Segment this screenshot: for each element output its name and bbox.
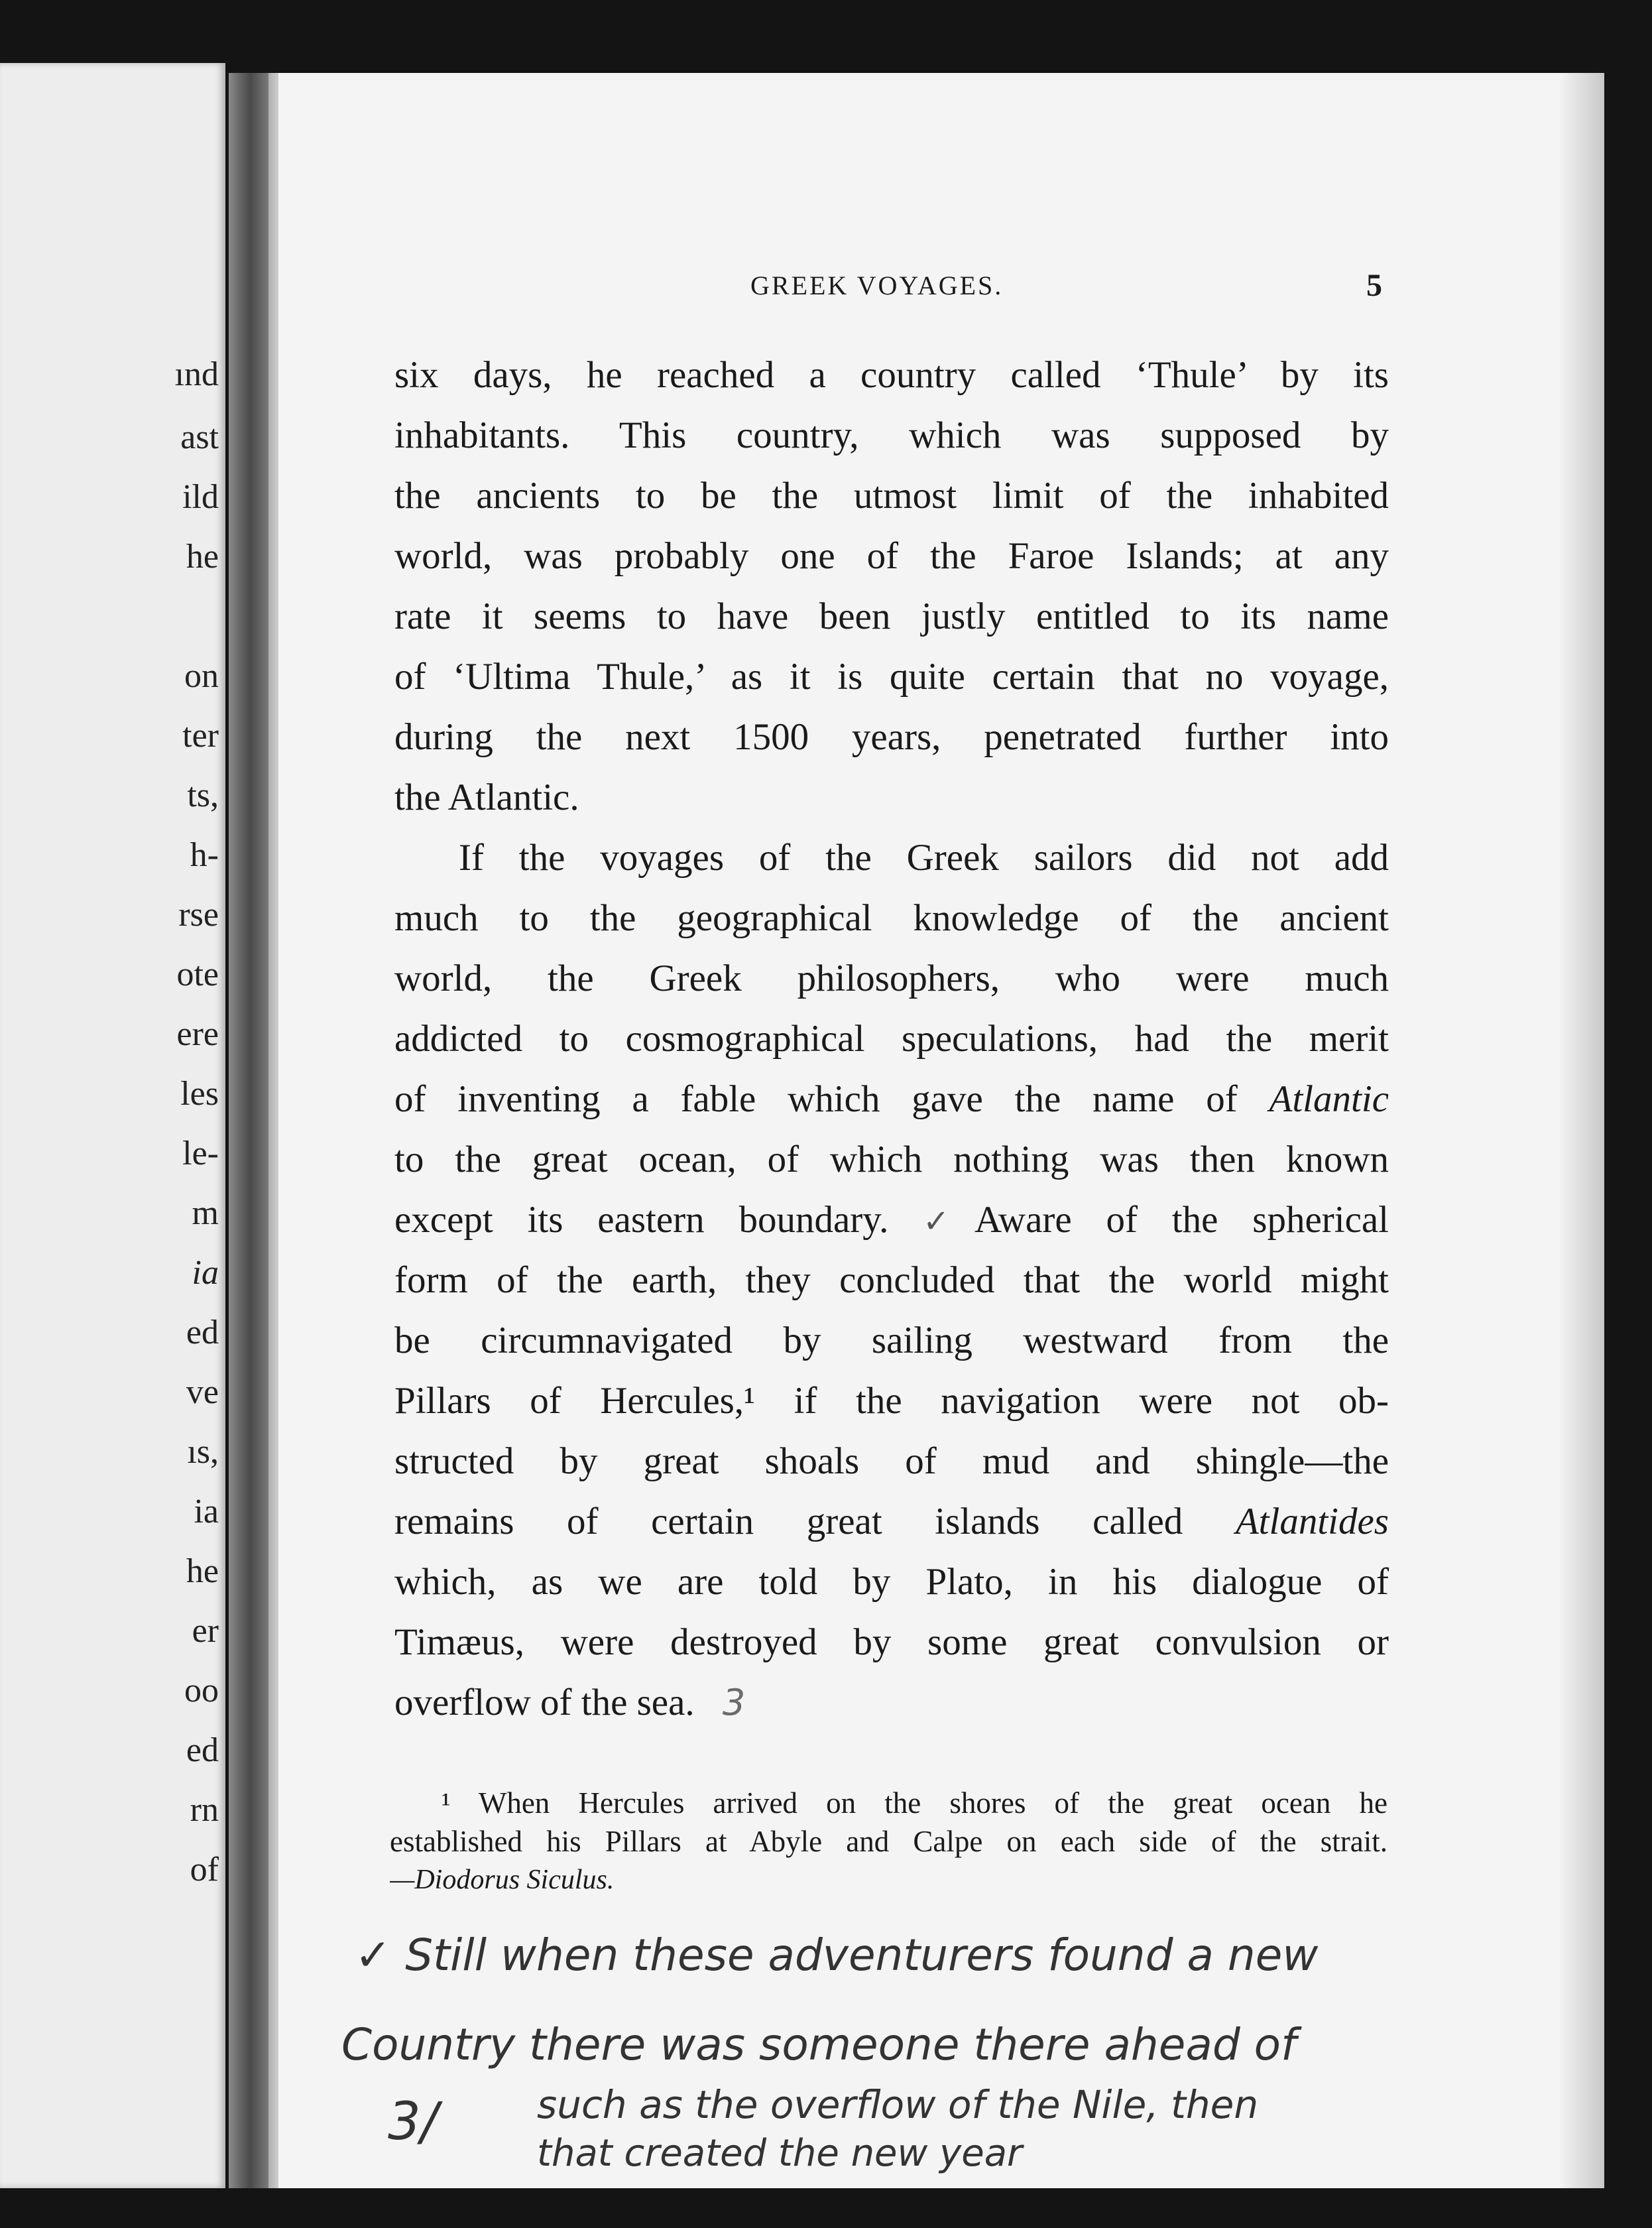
handwriting-line: Country there was someone there ahead of (341, 2019, 1297, 2070)
left-fragment: ild (182, 478, 219, 516)
text-line (394, 1672, 1389, 1733)
handwriting-margin-number: 3/ (388, 2092, 438, 2152)
left-fragment: he (186, 1552, 219, 1590)
handwriting-line: such as the overflow of the Nile, then (537, 2082, 1259, 2127)
left-fragment: ed (186, 1731, 219, 1769)
handwriting-line: that created the new year (537, 2132, 1023, 2175)
left-fragment: ia (194, 1493, 219, 1530)
book-page (278, 73, 1604, 2188)
text-line: be circumnavigated by sailing westward from the (394, 1320, 1389, 1361)
text-span: except its eastern boundary. (394, 1199, 889, 1241)
italic-term: Atlantic (1269, 1078, 1389, 1120)
left-fragment: m (192, 1194, 219, 1232)
left-fragment: h- (190, 836, 219, 874)
text-line: of ‘Ultima Thule,’ as it is quite certain that no voyage, (394, 656, 1389, 698)
left-fragment: ts, (187, 776, 219, 814)
text-line: to the great ocean, of which nothing was then known (394, 1139, 1389, 1180)
text-line: six days, he reached a country called ‘Thule’ by its (394, 354, 1389, 396)
text-line (394, 1491, 1389, 1552)
left-fragment: he (186, 538, 219, 576)
text-span: Aware of the spherical (974, 1199, 1389, 1241)
left-fragment: oo (184, 1672, 219, 1709)
text-line: the ancients to be the utmost limit of the inhabited (394, 475, 1389, 517)
handwriting-line: ✓ Still when these adventurers found a new (355, 1930, 1319, 1981)
text-line (394, 1190, 1389, 1250)
left-fragment: er (192, 1612, 219, 1650)
text-line: structed by great shoals of mud and shingle—the (394, 1440, 1389, 1482)
left-page (0, 63, 225, 2188)
text-line: world, was probably one of the Faroe Islands; at any (394, 535, 1389, 577)
left-fragment: on (184, 657, 219, 695)
text-line: Timæus, were destroyed by some great convulsion or (394, 1621, 1389, 1663)
text-line: during the next 1500 years, penetrated further into (394, 716, 1389, 758)
text-line: much to the geographical knowledge of the ancient (394, 897, 1389, 939)
left-fragment: ınd (174, 355, 219, 393)
left-fragment: les (180, 1075, 219, 1113)
running-head (278, 263, 1604, 309)
running-title: GREEK VOYAGES. (750, 271, 1004, 300)
page-number: 5 (1366, 268, 1382, 303)
text-line: which, as we are told by Plato, in his dialogue of (394, 1561, 1389, 1603)
handwritten-check-mark: ✓ (923, 1203, 974, 1240)
left-fragment: ter (182, 717, 219, 755)
italic-term: Atlantides (1235, 1501, 1389, 1542)
text-line: addicted to cosmographical speculations, had the merit (394, 1018, 1389, 1060)
text-line (394, 1069, 1389, 1129)
left-fragment: ıs, (187, 1433, 219, 1471)
text-line: Pillars of Hercules,¹ if the navigation were not ob- (394, 1380, 1389, 1422)
left-fragment: ia (192, 1254, 219, 1292)
text-line: form of the earth, they concluded that the world might (394, 1259, 1389, 1301)
left-fragment: rn (190, 1791, 219, 1829)
text-span: remains of certain great islands called (394, 1501, 1183, 1542)
left-fragment: rse (178, 896, 219, 934)
footnote (390, 1784, 1387, 1899)
text-line: rate it seems to have been justly entitled to its name (394, 595, 1389, 637)
left-fragment: of (190, 1851, 219, 1888)
left-fragment: ed (186, 1314, 219, 1351)
text-line: world, the Greek philosophers, who were much (394, 958, 1389, 999)
text-span: of inventing a fable which gave the name of (394, 1078, 1238, 1120)
text-line: the Atlantic. (394, 776, 579, 818)
footnote-line: ¹ When Hercules arrived on the shores of the great ocean he (442, 1786, 1387, 1820)
left-fragment: ve (186, 1373, 219, 1411)
book-gutter-shadow (229, 73, 268, 2188)
left-fragment: ere (176, 1015, 219, 1053)
footnote-source: —Diodorus Siculus. (390, 1865, 615, 1895)
left-fragment: ast (180, 418, 219, 456)
footnote-line: established his Pillars at Abyle and Calpe on each side of the strait. (390, 1825, 1387, 1858)
body-text (394, 345, 1389, 1733)
text-line: If the voyages of the Greek sailors did not add (459, 837, 1389, 879)
text-span: overflow of the sea. (394, 1682, 695, 1723)
handwritten-margin-number: 3 (722, 1682, 746, 1723)
left-fragment: ote (176, 956, 219, 993)
text-line: inhabitants. This country, which was supposed by (394, 414, 1389, 456)
left-fragment: le- (182, 1135, 219, 1172)
page-edge-shade (1558, 73, 1604, 2188)
